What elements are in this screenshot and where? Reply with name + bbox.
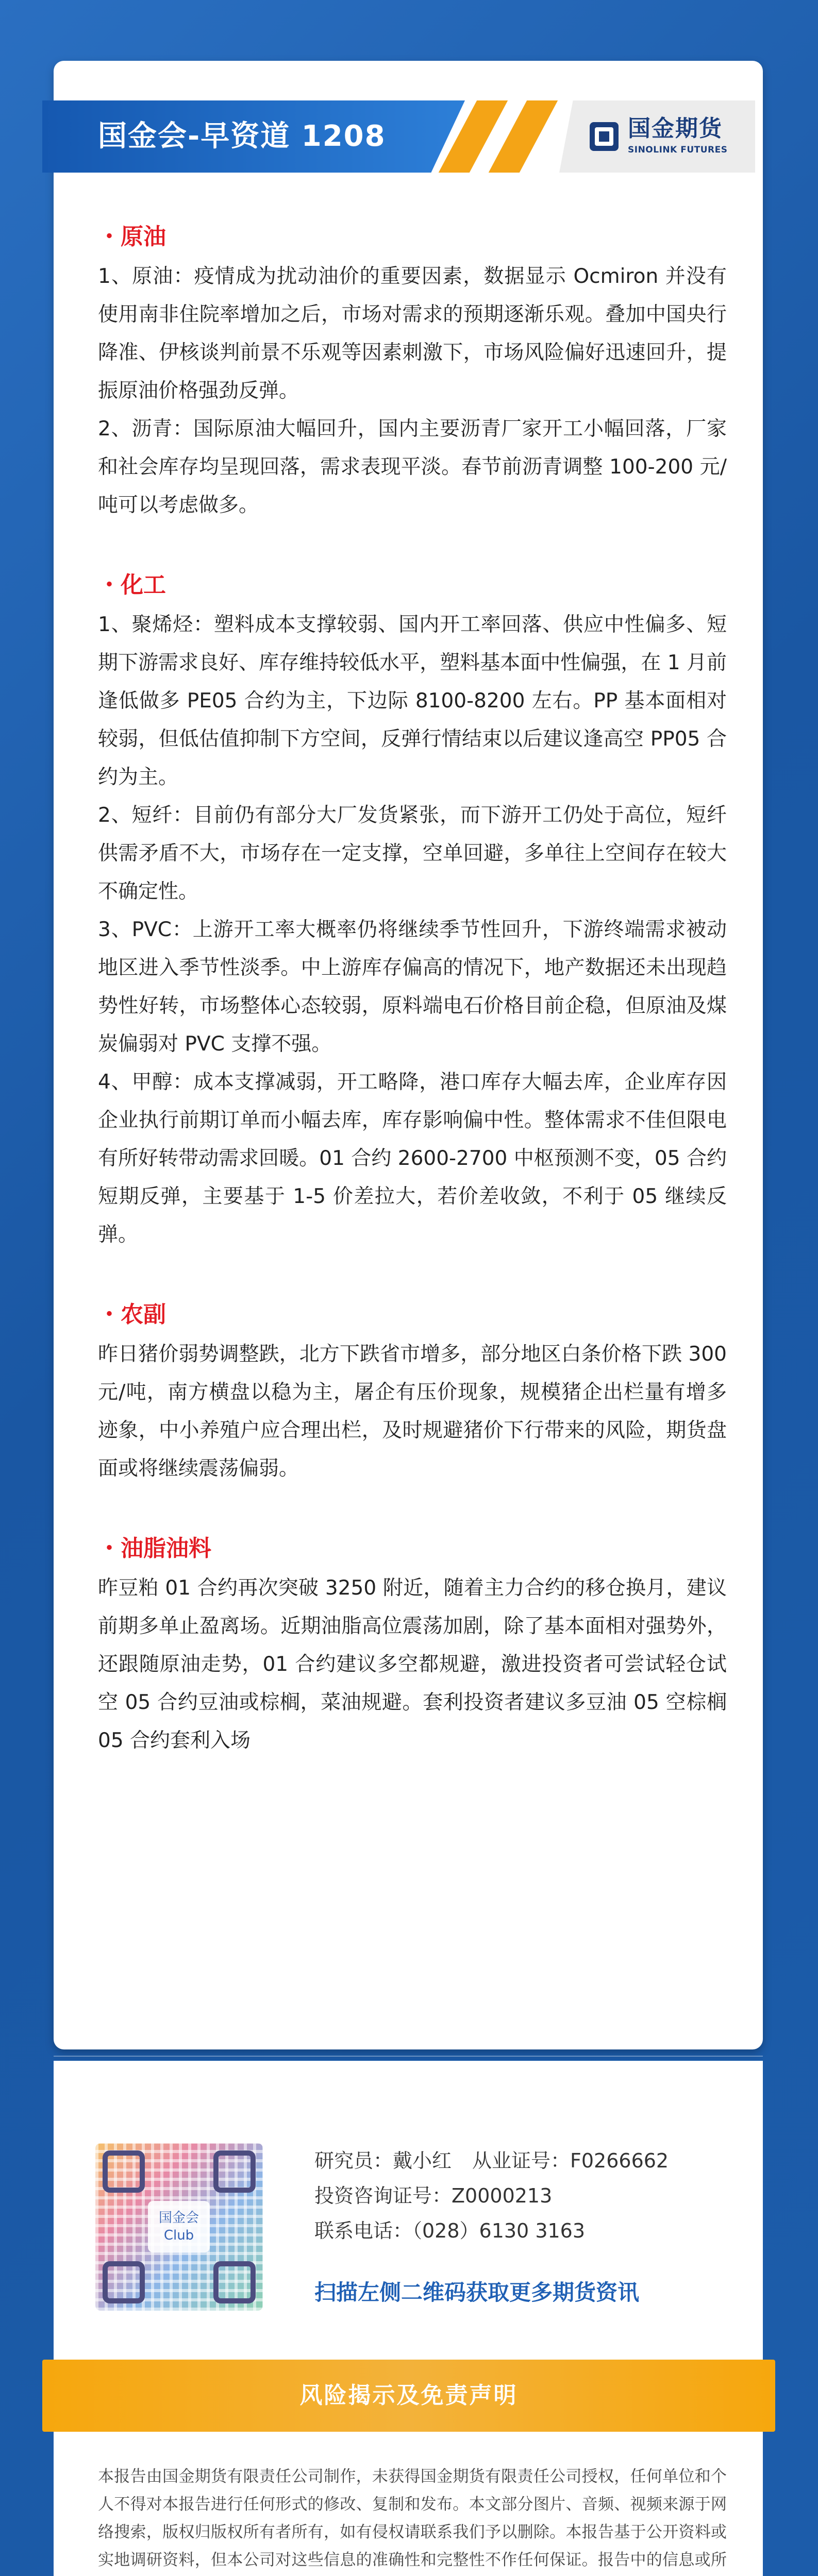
license-number: 从业证号：F0266662	[472, 2149, 669, 2172]
paragraph: 昨日猪价弱势调整跌，北方下跌省市增多，部分地区白条价格下跌 300 元/吨，南方横盘以稳为主，屠企有压价现象，规模猪企出栏量有增多迹象，中小养殖户应合理出栏，及时规避猪价下行带来的风险，期货盘面或将继续震荡偏弱。	[98, 1343, 727, 1480]
section-heading: ・原油	[98, 224, 166, 250]
contact-info	[314, 2143, 737, 2248]
section-heading: ・化工	[98, 572, 166, 598]
paragraph: 4、甲醇：成本支撑减弱，开工略降，港口库存大幅去库，企业库存因企业执行前期订单而小幅去库，库存影响偏中性。整体需求不佳但限电有所好转带动需求回暖。01 合约 2600-2700 中枢预测不变，05 合约短期反弹，主要基于 1-5 价差拉大，若价差收敛，不利于 05 继续反弹。	[98, 1071, 727, 1246]
paragraph: 昨豆粕 01 合约再次突破 3250 附近，随着主力合约的移仓换月，建议前期多单止盈离场。近期油脂高位震荡加剧，除了基本面相对强势外，还跟随原油走势，01 合约建议多空都规避，激进投资者可尝试轻仓试空 05 合约豆油或棕榈，菜油规避。套利投资者建议多豆油 05 空棕榈 05 合约套利入场	[98, 1577, 727, 1752]
risk-title: 风险揭示及免责声明	[299, 2382, 518, 2409]
researcher-name: 研究员：戴小红	[314, 2149, 452, 2172]
section-agri	[98, 1294, 727, 1488]
page-title: 国金会-早资道 1208	[98, 120, 386, 153]
section-oils	[98, 1528, 727, 1760]
spacer	[98, 1254, 727, 1294]
qr-code-image[interactable]	[95, 2143, 263, 2311]
qr-badge-line: 国金会	[158, 2210, 199, 2226]
sinolink-logo-icon	[588, 120, 621, 153]
spacer	[98, 1488, 727, 1528]
advisor-license: 投资咨询证号：Z0000213	[314, 2184, 553, 2207]
section-crude-oil	[98, 216, 727, 524]
divider	[54, 2056, 763, 2057]
paragraph: 3、PVC：上游开工率大概率仍将继续季节性回升，下游终端需求被动地区进入季节性淡季。中上游库存偏高的情况下，地产数据还未出现趋势性好转，市场整体心态较弱，原料端电石价格目前企稳，但原油及煤炭偏弱对 PVC 支撑不强。	[98, 918, 727, 1056]
qr-center-badge	[148, 2201, 210, 2252]
section-heading: ・农副	[98, 1301, 166, 1328]
brand-name-en: SINOLINK FUTURES	[628, 145, 728, 155]
disclaimer-text: 本报告由国金期货有限责任公司制作，未获得国金期货有限责任公司授权，任何单位和个人不得对本报告进行任何形式的修改、复制和发布。本文部分图片、音频、视频来源于网络搜索，版权归版权所有者所有，如有侵权请联系我们予以删除。本报告基于公开资料或实地调研资料，但本公司对这些信息的准确性和完整性不作任何保证。报告中的信息或所	[98, 2467, 727, 2569]
spacer	[98, 524, 727, 565]
section-chemicals	[98, 565, 727, 1254]
section-heading: ・油脂油料	[98, 1535, 211, 1562]
paragraph: 2、短纤：目前仍有部分大厂发货紧张，而下游开工仍处于高位，短纤供需矛盾不大，市场存在一定支撑，空单回避，多单往上空间存在较大不确定性。	[98, 804, 727, 903]
researcher-row	[314, 2143, 737, 2178]
qr-finder-icon	[103, 2150, 145, 2193]
qr-badge-line: Club	[163, 2228, 194, 2243]
paragraph: 1、原油：疫情成为扰动油价的重要因素，数据显示 Ocmiron 并没有使用南非住院率增加之后，市场对需求的预期逐渐乐观。叠加中国央行降准、伊核谈判前景不乐观等因素刺激下，市场风险偏好迅速回升，提振原油价格强劲反弹。	[98, 265, 727, 402]
paragraph: 1、聚烯烃：塑料成本支撑较弱、国内开工率回落、供应中性偏多、短期下游需求良好、库存维持较低水平，塑料基本面中性偏强，在 1 月前逢低做多 PE05 合约为主，下边际 8100-8200 左右。PP 基本面相对较弱，但低估值抑制下方空间，反弹行情结束以后建议逢高空 PP05 合约为主。	[98, 613, 727, 789]
scan-qr-cta: 扫描左侧二维码获取更多期货资讯	[314, 2280, 640, 2305]
paragraph: 2、沥青：国际原油大幅回升，国内主要沥青厂家开工小幅回落，厂家和社会库存均呈现回落，需求表现平淡。春节前沥青调整 100-200 元/吨可以考虑做多。	[98, 417, 727, 517]
report-content	[98, 216, 727, 1760]
brand-name-cn: 国金期货	[628, 115, 723, 142]
qr-finder-icon	[213, 2261, 256, 2303]
phone-number: 联系电话：（028）6130 3163	[314, 2219, 586, 2242]
qr-finder-icon	[213, 2150, 256, 2193]
qr-finder-icon	[103, 2261, 145, 2303]
